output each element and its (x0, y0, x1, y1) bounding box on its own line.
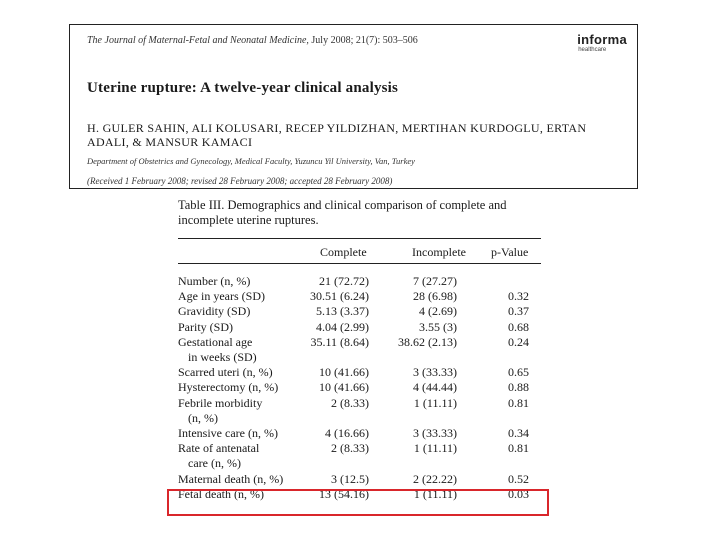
cell-complete: 13 (54.16) (319, 486, 369, 501)
cell-p-value: 0.81 (508, 395, 529, 410)
cell-p-value: 0.81 (508, 441, 529, 456)
cell-incomplete: 1 (11.11) (413, 486, 457, 501)
cell-p-value: 0.32 (508, 289, 529, 304)
table-row (168, 365, 549, 380)
received-dates: (Received 1 February 2008; revised 28 February 2008; accepted 28 February 2008) (87, 176, 393, 186)
table-row (168, 350, 549, 365)
cell-p-value: 0.68 (508, 319, 529, 334)
column-header-complete: Complete (320, 245, 367, 259)
cell-p-value: 0.24 (508, 334, 529, 349)
row-label: (n, %) (188, 410, 218, 425)
publisher-logo (577, 33, 627, 54)
cell-complete: 3 (12.5) (331, 471, 369, 486)
fetal-death-highlight-box (167, 486, 549, 516)
cell-incomplete: 1 (11.11) (413, 395, 457, 410)
row-label: in weeks (SD) (188, 350, 257, 364)
cell-complete: 21 (72.72) (319, 274, 369, 288)
cell-complete: 35.11 (8.64) (310, 334, 369, 349)
publisher-logo-subtext: healthcare (578, 47, 607, 53)
row-label: Febrile morbidity (178, 395, 263, 410)
row-label: Intensive care (n, %) (178, 426, 278, 440)
row-label: care (n, %) (188, 456, 241, 471)
row-label: Rate of antenatal (178, 441, 260, 456)
cell-p-value: 0.37 (508, 304, 529, 319)
cell-incomplete: 4 (2.69) (419, 304, 457, 319)
table-row (168, 396, 549, 411)
cell-complete: 10 (41.66) (319, 380, 369, 395)
article-title: Uterine rupture: A twelve-year clinical analysis (87, 80, 399, 96)
journal-issue: July 2008; 21(7): 503–506 (311, 35, 418, 46)
cell-incomplete: 2 (22.22) (413, 471, 457, 486)
row-label: Age in years (SD) (178, 289, 265, 304)
cell-incomplete: 1 (11.11) (413, 441, 457, 456)
cell-complete: 5.13 (3.37) (316, 304, 369, 319)
cell-complete: 10 (41.66) (319, 365, 369, 380)
row-label: Gravidity (SD) (178, 304, 251, 319)
cell-p-value: 0.65 (508, 365, 529, 380)
journal-citation (87, 35, 418, 46)
table-row (168, 426, 549, 441)
author-list: H. GULER SAHIN, ALI KOLUSARI, RECEP YILDIZHAN, MERTIHAN KURDOGLU, ERTAN ADALI, & MANSUR KAMACI (87, 121, 587, 149)
cell-incomplete: 3 (33.33) (413, 365, 457, 380)
cell-incomplete: 7 (27.27) (413, 274, 457, 288)
row-label: Scarred uteri (n, %) (178, 365, 273, 380)
cell-p-value: 0.34 (508, 426, 529, 440)
table-row (168, 441, 549, 456)
results-table (168, 191, 549, 518)
cell-complete: 30.51 (6.24) (310, 289, 369, 304)
table-header-rule (178, 263, 541, 264)
table-row (168, 380, 549, 395)
table-row (168, 320, 549, 335)
column-header-incomplete: Incomplete (412, 245, 466, 259)
cell-p-value: 0.88 (508, 380, 529, 395)
cell-incomplete: 38.62 (2.13) (398, 334, 457, 349)
table-row (168, 304, 549, 319)
table-row (168, 472, 549, 487)
cell-complete: 2 (8.33) (331, 395, 369, 410)
row-label: Fetal death (n, %) (178, 486, 264, 501)
row-label: Gestational age (178, 334, 253, 349)
article-header (69, 24, 638, 189)
table-row (168, 411, 549, 426)
cell-incomplete: 3.55 (3) (419, 319, 457, 334)
row-label: Maternal death (n, %) (178, 471, 284, 486)
table-row (168, 274, 549, 289)
column-header-p-value: p-Value (491, 245, 529, 259)
journal-name: The Journal of Maternal-Fetal and Neonatal Medicine, (87, 35, 309, 46)
cell-incomplete: 3 (33.33) (413, 426, 457, 440)
cell-incomplete: 4 (44.44) (413, 380, 457, 395)
row-label: Hysterectomy (n, %) (178, 380, 279, 395)
row-label: Number (n, %) (178, 274, 251, 288)
table-top-rule (178, 238, 541, 239)
cell-complete: 2 (8.33) (331, 441, 369, 456)
cell-p-value: 0.52 (508, 471, 529, 486)
cell-p-value: 0.03 (508, 486, 529, 501)
cell-complete: 4.04 (2.99) (316, 319, 369, 334)
row-label: Parity (SD) (178, 319, 233, 334)
table-row (168, 335, 549, 350)
cell-complete: 4 (16.66) (325, 426, 369, 440)
cell-incomplete: 28 (6.98) (413, 289, 457, 304)
table-row (168, 456, 549, 471)
affiliation: Department of Obstetrics and Gynecology, Medical Faculty, Yuzuncu Yil University, Van, Turkey (87, 156, 415, 166)
table-caption: Table III. Demographics and clinical comparison of complete and incomplete uterine ruptures. (178, 198, 507, 227)
publisher-logo-text: informa (577, 32, 627, 47)
table-row (168, 289, 549, 304)
